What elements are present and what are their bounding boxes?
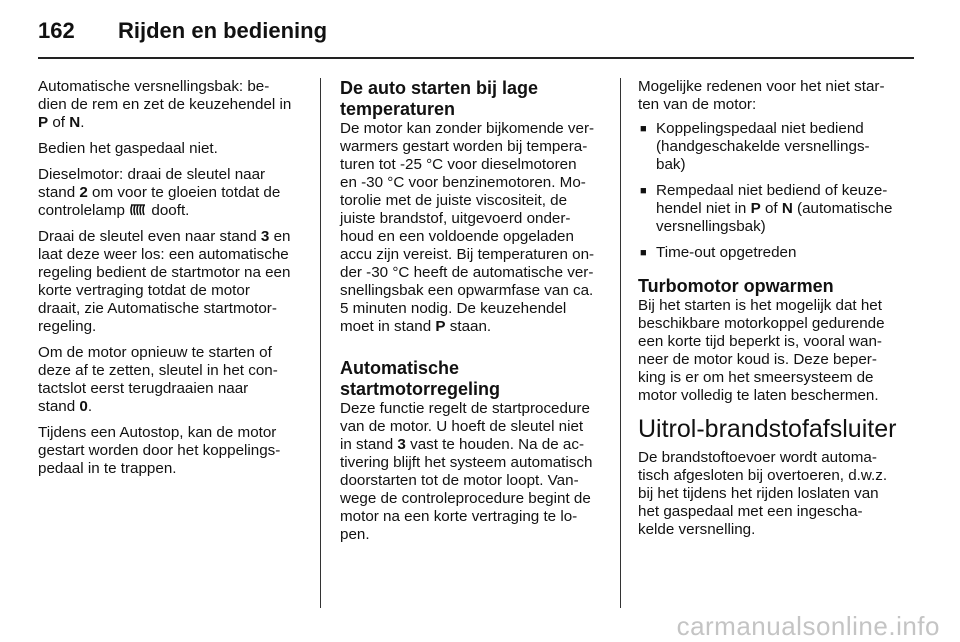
reasons-list [638,120,906,262]
paragraph-turn-key: Draai de sleutel even naar stand 3 en laat deze weer los: een automatische regeling bedient de startmotor na een korte vertraging totdat de motor draait, zie Automatische startmotor- regeling. [38,228,291,335]
bullet-icon: ■ [640,123,647,135]
watermark: carmanualsonline.info [676,611,940,641]
paragraph-fuel-cutoff: De brandstoftoevoer wordt automa- tisch afgesloten bij overtoeren, d.w.z. bij het tijdens het rijden loslaten van het gaspedaal met een ingescha- kelde versnelling. [638,449,888,538]
paragraph-accelerator: Bedien het gaspedaal niet. [38,140,218,157]
list-item: ■ Time-out opgetreden [640,244,797,261]
glow-plug-icon [129,203,147,217]
paragraph-cold-start: De motor kan zonder bijkomende ver- warmers gestart worden bij tempera- turen tot -25 °C voor dieselmotoren en -30 °C voor benzinemotoren. Mo- torolie met de juiste viscositeit, de juiste brandstof, uitgevoerd onder- houd en een voldoende opgeladen accu zijn vereist. Bij temperaturen on- der -30 °C heeft de automatische ver- snellingsbak een opwarmfase van ca. 5 minuten nodig. De keuzehendel moet in stand P staan. [340,120,595,335]
heading-turbo: Turbomotor opwarmen [638,276,834,296]
column-divider-2 [620,78,621,608]
column-3 [638,78,906,547]
heading-automatic-starter: Automatische startmotorregeling [340,358,501,399]
heading-fuel-cutoff: Uitrol-brandstofafsluiter [638,415,897,443]
paragraph-automatic-gearbox: Automatische versnellingsbak: be- dien de rem en zet de keuzehendel in P of N. [38,78,292,131]
column-1 [38,78,306,486]
paragraph-reasons: Mogelijke redenen voor het niet star- ten van de motor: [638,78,885,113]
paragraph-restart: Om de motor opnieuw te starten of deze af te zetten, sleutel in het con- tactslot eerst terugdraaien naar stand 0. [38,344,278,415]
paragraph-diesel-preheat: Dieselmotor: draai de sleutel naar stand 2 om voor te gloeien totdat de controlelamp dooft. [38,166,281,219]
paragraph-autostop: Tijdens een Autostop, kan de motor gestart worden door het koppelings- pedaal in te trappen. [38,424,281,477]
paragraph-automatic-starter: Deze functie regelt de startprocedure van de motor. U hoeft de sleutel niet in stand 3 vast te houden. Na de ac- tivering blijft het systeem automatisch doorstarten tot de motor loopt. Van- wege de controleprocedure begint de motor na een korte vertraging te lo- pen. [340,400,593,543]
heading-cold-start: De auto starten bij lage temperaturen [340,78,539,119]
paragraph-turbo: Bij het starten is het mogelijk dat het beschikbare motorkoppel gedurende een korte tijd beperkt is, vooral wan- neer de motor koud is. Deze beper- king is er om het smeersysteem de motor volledig te laten beschermen. [638,297,885,404]
column-2 [340,78,606,552]
bullet-icon: ■ [640,247,647,259]
page-number: 162 [38,18,75,43]
header-rule [38,57,914,59]
list-item: ■ Rempedaal niet bediend of keuze- hendel niet in P of N (automatische versnellingsbak) [640,182,893,235]
column-divider-1 [320,78,321,608]
list-item: ■ Koppelingspedaal niet bediend (handgeschakelde versnellings- bak) [640,120,870,173]
page-title: Rijden en bediening [118,18,328,43]
bullet-icon: ■ [640,185,647,197]
